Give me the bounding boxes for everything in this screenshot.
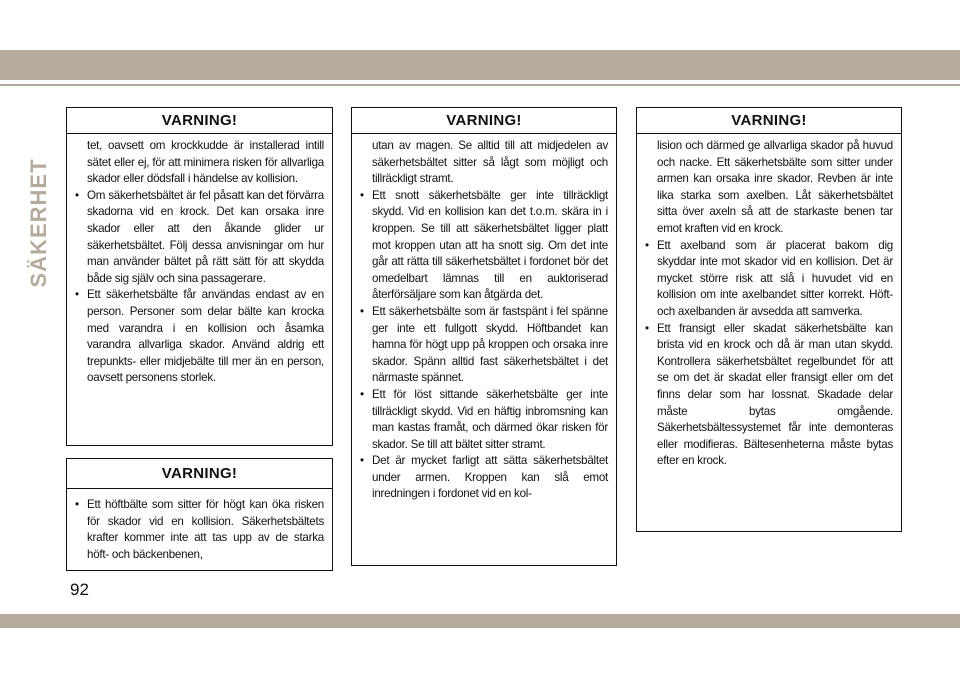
warning-bullet: • Ett säkerhetsbälte får användas endast av en person. Personer som delar bälte kan krocka med varandra i en kollision och åsamka varandra allvarliga skador. Använd aldrig ett trepunkts- eller midjebälte till mer än en person, oavsett personens storlek. xyxy=(75,287,324,387)
footer-band xyxy=(0,614,960,628)
warning-body xyxy=(352,134,616,503)
warning-body xyxy=(67,134,332,387)
warning-heading: VARNING! xyxy=(67,108,332,134)
warning-heading: VARNING! xyxy=(637,108,901,134)
warning-box-1 xyxy=(66,107,333,446)
warning-continuation: utan av magen. Se alltid till att midjedelen av säkerhetsbältet sitter så lågt som möjligt och tillräckligt stramt. xyxy=(372,139,608,186)
warning-box-3 xyxy=(351,107,617,566)
warning-bullet: • Ett fransigt eller skadat säkerhetsbälte kan brista vid en krock och då är man utan skydd. Kontrollera säkerhetsbältet regelbundet för att se om det är skadat eller fransigt eller om det finns delar som har lossnat. Skadade delar måste bytas omgående. Säkerhetsbältessystemet får inte demonteras eller modifieras. Bältesenheterna måste bytas efter en krock. xyxy=(645,321,893,470)
warning-heading: VARNING! xyxy=(352,108,616,134)
warning-box-2 xyxy=(66,458,333,571)
warning-body xyxy=(67,489,332,563)
header-band xyxy=(0,50,960,80)
warning-bullet-list xyxy=(75,188,324,387)
warning-body xyxy=(637,134,901,470)
warning-bullet: • Ett för löst sittande säkerhetsbälte ger inte tillräckligt skydd. Vid en häftig inbromsning kan man kastas framåt, och därmed ökar risken för skador. Se till att bältet sitter stramt. xyxy=(360,387,608,453)
warning-bullet: • Om säkerhetsbältet är fel påsatt kan det förvärra skadorna vid en krock. Det kan orsaka inre skador eller att den åkande glider ur säkerhetsbältet. Följ dessa anvisningar om hur man använder bältet på rätt sätt för att skydda både sig själv och sina passagerare. xyxy=(75,188,324,288)
warning-bullet: • Ett axelband som är placerat bakom dig skyddar inte mot skador vid en kollision. Det är mycket större risk att slå i huvudet vid en kollision om inte axelbandet sitter korrekt. Höft- och axelbanden är avsedda att samverka. xyxy=(645,238,893,321)
warning-bullet: • Ett säkerhetsbälte som är fastspänt i fel spänne ger inte ett fullgott skydd. Höftbandet kan hamna för högt upp på kroppen och orsaka inre skador. Spänn alltid fast säkerhetsbältet i det närmaste spännet. xyxy=(360,304,608,387)
header-rule xyxy=(0,84,960,86)
warning-bullet-list xyxy=(645,238,893,470)
warning-bullet-list xyxy=(75,497,324,563)
warning-box-4 xyxy=(636,107,902,532)
warning-bullet: • Ett snott säkerhetsbälte ger inte tillräckligt skydd. Vid en kollision kan det t.o.m. skära in i kroppen. Se till att säkerhetsbältet ligger platt mot kroppen utan att ha snott sig. Om det inte går att rätta till säkerhetsbältet i fordonet bör det omedelbart lämnas till en auktoriserad återförsäljare som kan åtgärda det. xyxy=(360,188,608,304)
warning-bullet: • Det är mycket farligt att sätta säkerhetsbältet under armen. Kroppen kan slå emot inredningen i fordonet vid en kol- xyxy=(360,453,608,503)
warning-bullet: • Ett höftbälte som sitter för högt kan öka risken för skador vid en kollision. Säkerhetsbältets krafter kommer inte att tas upp av de starka höft- och bäckenbenen, xyxy=(75,497,324,563)
warning-continuation: tet, oavsett om krockkudde är installerad intill sätet eller ej, för att minimera risken för allvarliga skador eller dödsfall i händelse av kollision. xyxy=(87,139,324,186)
warning-continuation: lision och därmed ge allvarliga skador på huvud och nacke. Ett säkerhetsbälte som sitter under armen kan orsaka inre skador. Revben är inte lika starka som axelben. Låt säkerhetsbältet sitta över axeln så att de starkaste benen tar emot kraften vid en krock. xyxy=(657,139,893,235)
warning-heading: VARNING! xyxy=(67,459,332,489)
section-title: SÄKERHET xyxy=(26,158,51,288)
warning-bullet-list xyxy=(360,188,608,503)
page-number: 92 xyxy=(70,580,89,599)
